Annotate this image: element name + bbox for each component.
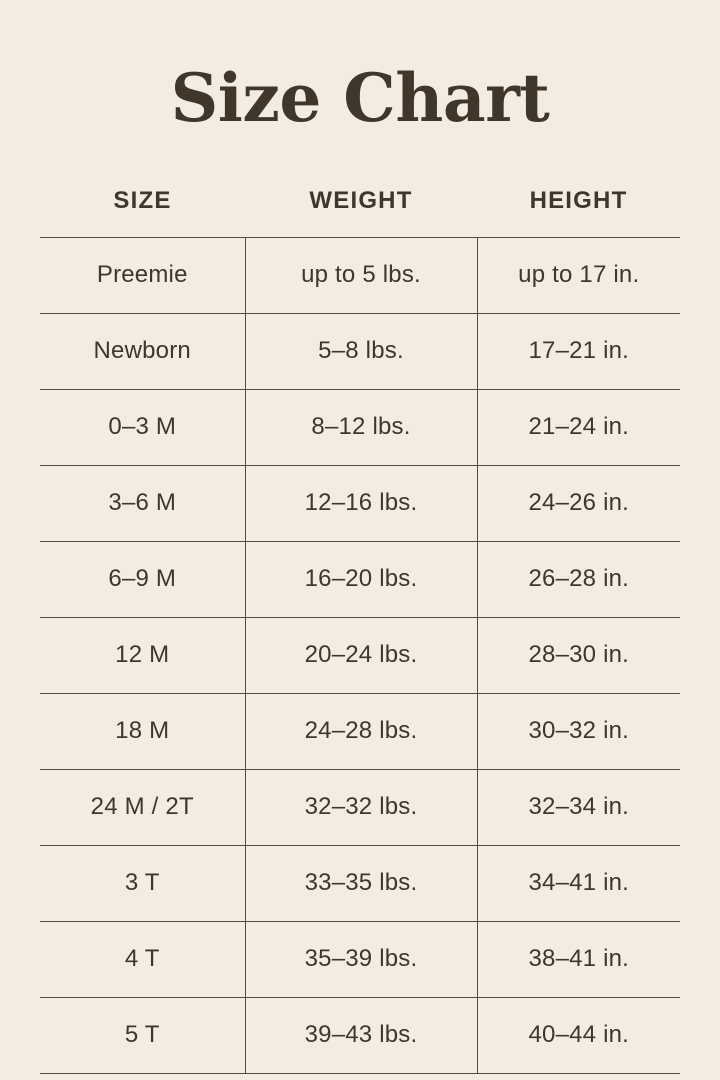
cell-size: 24 M / 2T (40, 769, 245, 845)
cell-height: 24–26 in. (477, 465, 680, 541)
table-row (40, 313, 680, 389)
table-header-row (40, 187, 680, 238)
table-row (40, 389, 680, 465)
cell-size: 3–6 M (40, 465, 245, 541)
cell-size: 6–9 M (40, 541, 245, 617)
table-row (40, 997, 680, 1073)
cell-height: up to 17 in. (477, 237, 680, 313)
cell-weight: 16–20 lbs. (245, 541, 477, 617)
cell-weight: 5–8 lbs. (245, 313, 477, 389)
cell-height: 34–41 in. (477, 845, 680, 921)
cell-size: 4 T (40, 921, 245, 997)
cell-size: Preemie (40, 237, 245, 313)
cell-size: 18 M (40, 693, 245, 769)
table-row (40, 541, 680, 617)
cell-weight: up to 5 lbs. (245, 237, 477, 313)
cell-weight: 33–35 lbs. (245, 845, 477, 921)
size-chart-table (40, 187, 680, 1074)
cell-height: 30–32 in. (477, 693, 680, 769)
column-header-height: HEIGHT (529, 186, 628, 214)
table-row (40, 845, 680, 921)
column-header-weight: WEIGHT (309, 186, 413, 214)
table-row (40, 769, 680, 845)
cell-height: 32–34 in. (477, 769, 680, 845)
table-body (40, 237, 680, 1073)
table-row (40, 693, 680, 769)
table-row (40, 617, 680, 693)
cell-size: 5 T (40, 997, 245, 1073)
cell-size: Newborn (40, 313, 245, 389)
cell-weight: 12–16 lbs. (245, 465, 477, 541)
cell-height: 38–41 in. (477, 921, 680, 997)
cell-height: 40–44 in. (477, 997, 680, 1073)
cell-weight: 24–28 lbs. (245, 693, 477, 769)
column-header-size: SIZE (113, 186, 172, 214)
table-row (40, 465, 680, 541)
cell-height: 21–24 in. (477, 389, 680, 465)
cell-weight: 8–12 lbs. (245, 389, 477, 465)
cell-height: 28–30 in. (477, 617, 680, 693)
cell-size: 12 M (40, 617, 245, 693)
cell-height: 17–21 in. (477, 313, 680, 389)
cell-weight: 20–24 lbs. (245, 617, 477, 693)
cell-size: 3 T (40, 845, 245, 921)
cell-weight: 35–39 lbs. (245, 921, 477, 997)
table-row (40, 237, 680, 313)
cell-weight: 32–32 lbs. (245, 769, 477, 845)
cell-weight: 39–43 lbs. (245, 997, 477, 1073)
table-header (40, 187, 680, 238)
table-row (40, 921, 680, 997)
cell-size: 0–3 M (40, 389, 245, 465)
cell-height: 26–28 in. (477, 541, 680, 617)
page-title: Size Chart (170, 59, 550, 137)
